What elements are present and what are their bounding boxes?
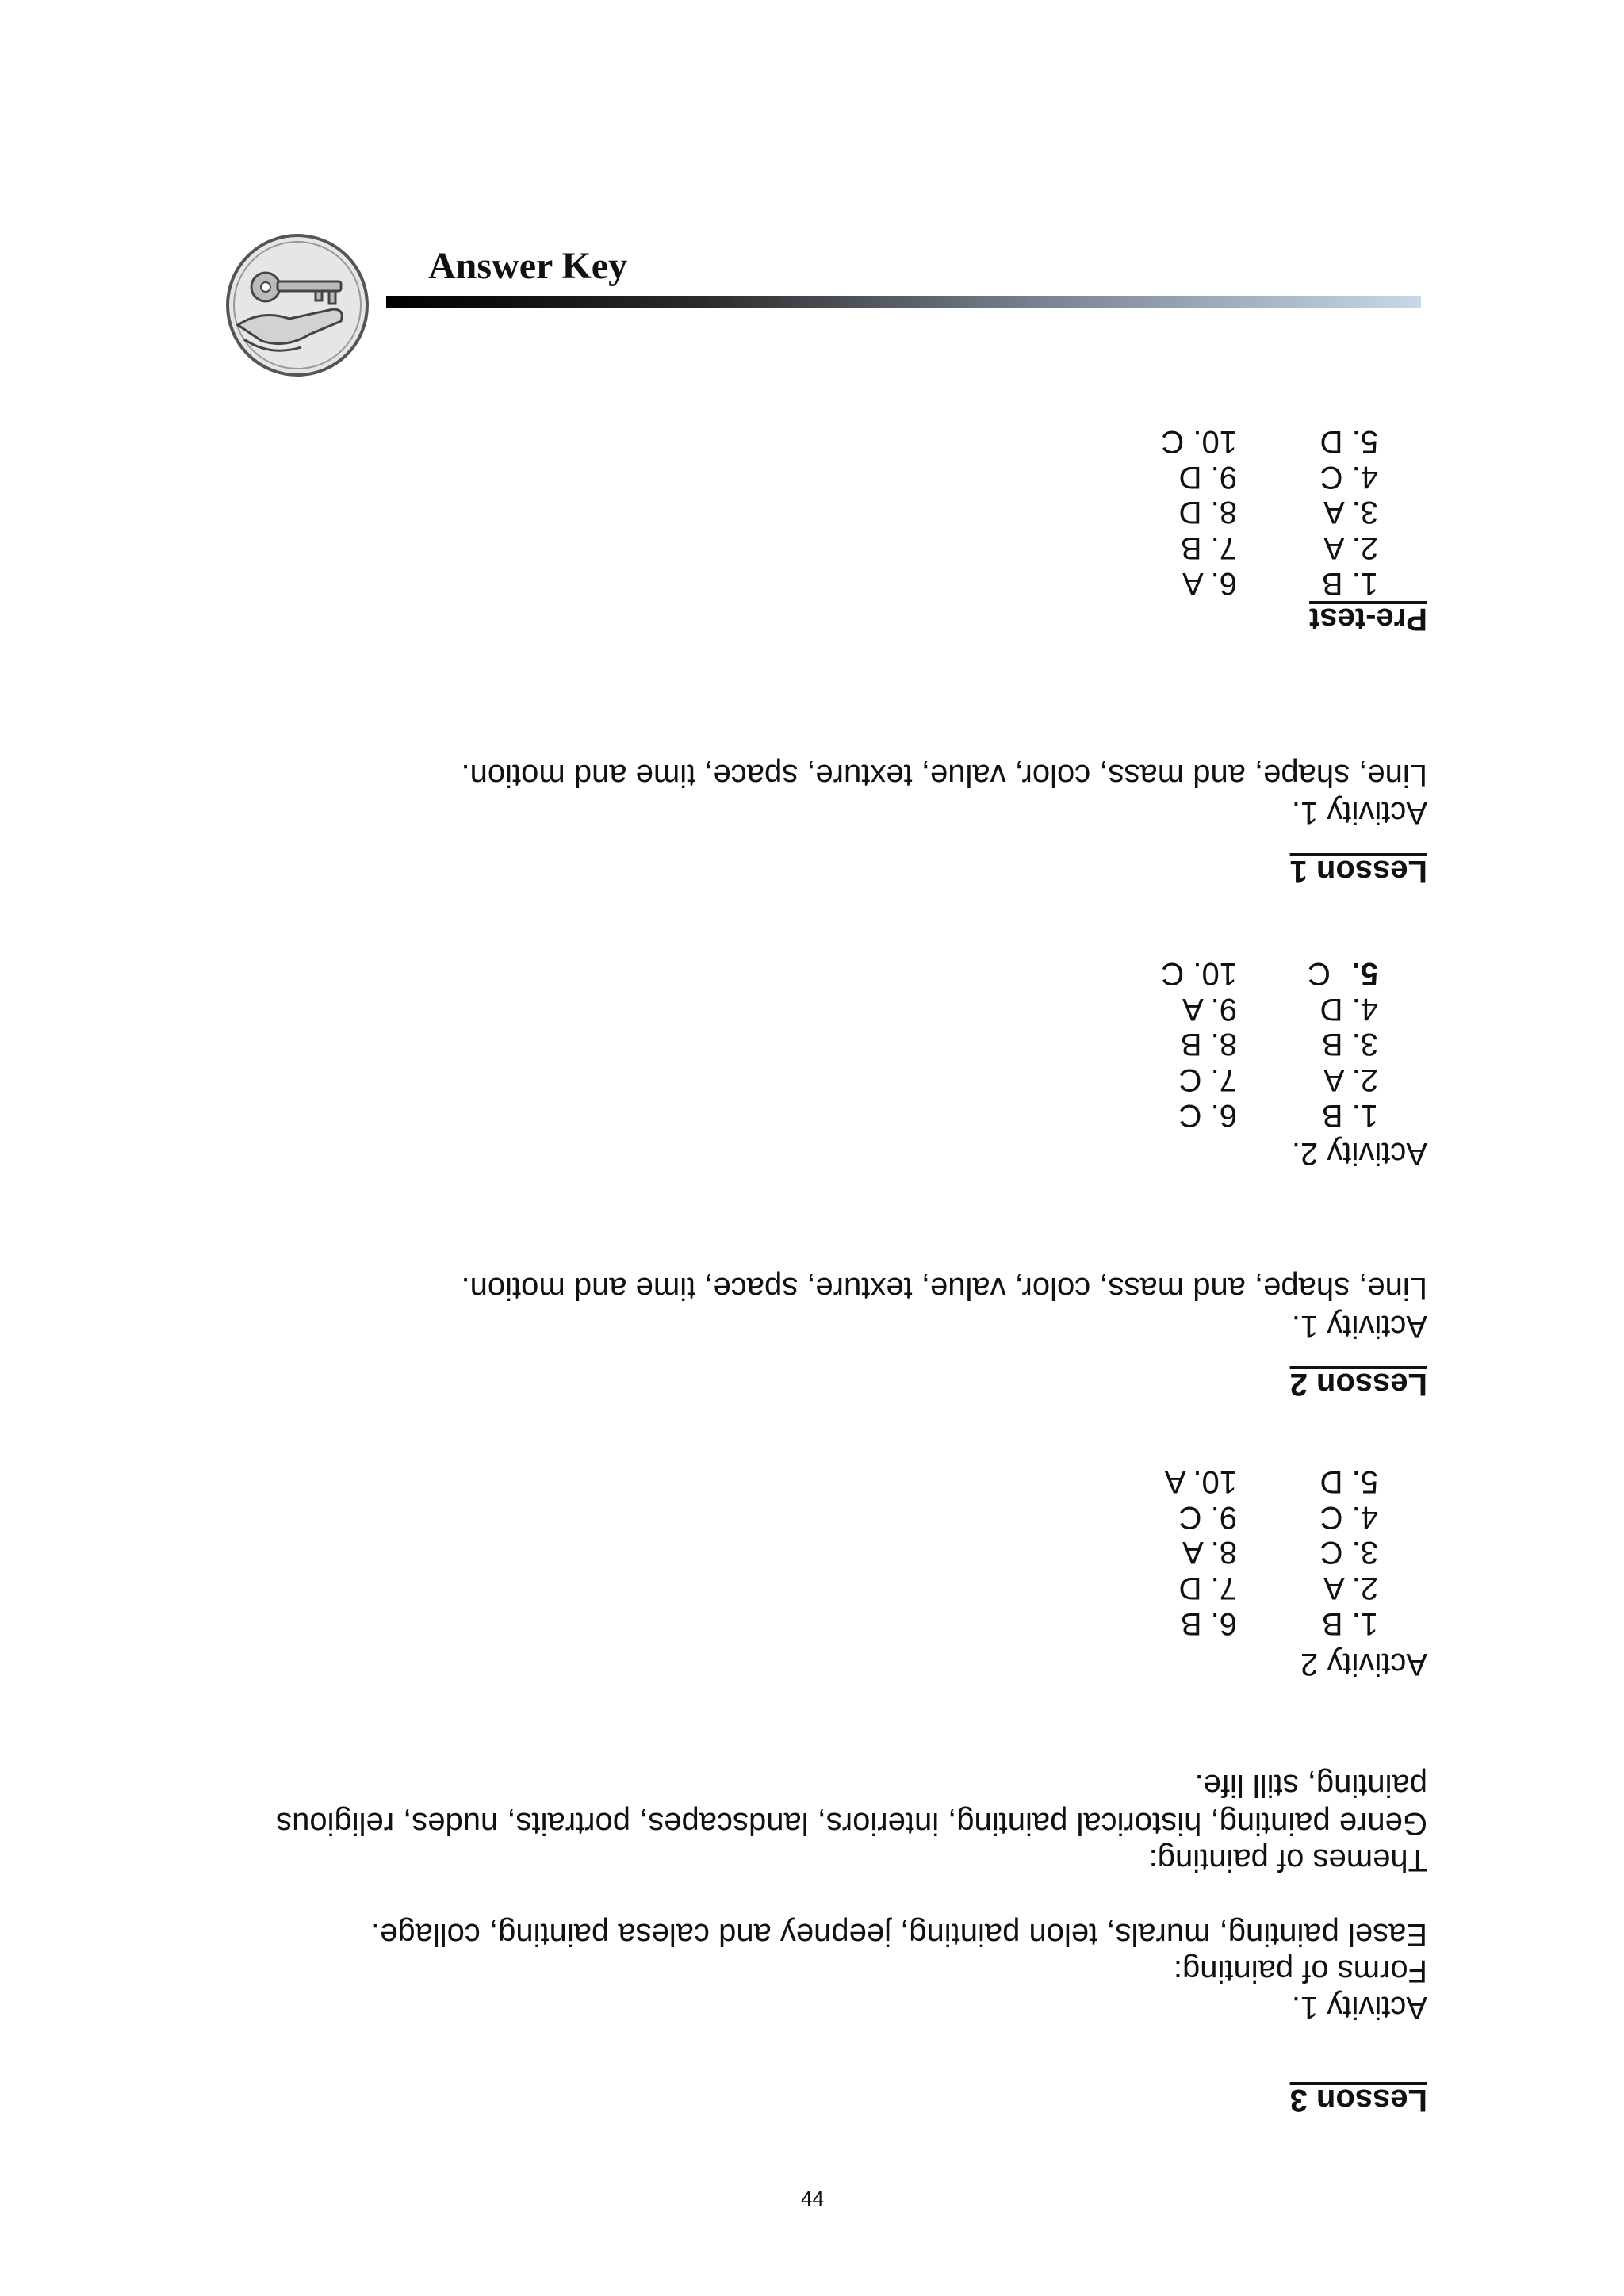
page-title: Answer Key (428, 245, 628, 287)
forms-of-painting-label: Forms of painting: (1173, 1954, 1427, 1988)
answer-item: 9. A (1182, 992, 1237, 1027)
answer-item: 8. A (1182, 1535, 1237, 1570)
forms-of-painting-text: Easel painting, murals, telon painting, jeepney and calesa painting, collage. (371, 1917, 1427, 1952)
page-number: 44 (801, 2187, 824, 2210)
answer-item: 10. C (1161, 424, 1237, 459)
lesson1-activity2-label: Activity 2. (1291, 1136, 1427, 1171)
lesson3-heading: Lesson 3 (1289, 2083, 1427, 2118)
lesson1-activity1-text: Line, shape, and mass, color, value, texture, space, time and motion. (461, 758, 1427, 793)
lesson1-heading: Lesson 1 (1289, 854, 1427, 889)
lesson2-activity2-label: Activity 2 (1300, 1647, 1427, 1682)
answer-item: 6. C (1178, 1098, 1237, 1133)
answer-item: 7. B (1180, 530, 1237, 565)
lesson2-heading: Lesson 2 (1289, 1367, 1427, 1402)
answer-item: 8. B (1180, 1027, 1237, 1062)
answer-item: 4. C (1320, 1500, 1378, 1535)
lesson2-activity1-text: Line, shape, and mass, color, value, texture, space, time and motion. (461, 1271, 1427, 1306)
themes-of-painting-text: Genre painting, historical painting, interiors, landscapes, portraits, nudes, religious painting, still life. (276, 1768, 1427, 1841)
answer-item: 8. D (1178, 495, 1237, 530)
answer-item: 1. B (1321, 1098, 1378, 1133)
themes-of-painting-label: Themes of painting: (1148, 1843, 1427, 1877)
answer-item: 7. C (1178, 1062, 1237, 1097)
answer-item: 5. (1351, 956, 1378, 991)
answer-item: 1. B (1321, 566, 1378, 601)
answer-item: 3. C (1320, 1535, 1378, 1570)
answer-item: 3. A (1323, 495, 1378, 530)
answer-item: 2. A (1323, 1062, 1378, 1097)
answer-item: 1. B (1321, 1606, 1378, 1641)
answer-item: 10. C (1161, 956, 1237, 991)
answer-item: 3. B (1321, 1027, 1378, 1062)
answer-item: 6. B (1180, 1606, 1237, 1641)
lesson1-activity1-label: Activity 1. (1291, 795, 1427, 830)
answer-item: 4. C (1320, 460, 1378, 495)
lesson3-activity1-label: Activity 1. (1291, 1990, 1427, 2025)
answer-item: 9. C (1178, 1500, 1237, 1535)
answer-item: 9. D (1178, 460, 1237, 495)
answer-item: 5. D (1320, 1464, 1378, 1499)
answer-item: C (1308, 956, 1331, 991)
lesson2-activity1-label: Activity 1. (1291, 1309, 1427, 1344)
answer-item: 7. D (1178, 1571, 1237, 1605)
answer-item: 5. D (1320, 424, 1378, 459)
answer-item: 2. A (1323, 530, 1378, 565)
answer-item: 10. A (1164, 1464, 1237, 1499)
answer-item: 6. A (1182, 566, 1237, 601)
answer-item: 2. A (1323, 1571, 1378, 1605)
pretest-heading: Pre-test (1309, 602, 1427, 637)
answer-item: 4. D (1320, 992, 1378, 1027)
